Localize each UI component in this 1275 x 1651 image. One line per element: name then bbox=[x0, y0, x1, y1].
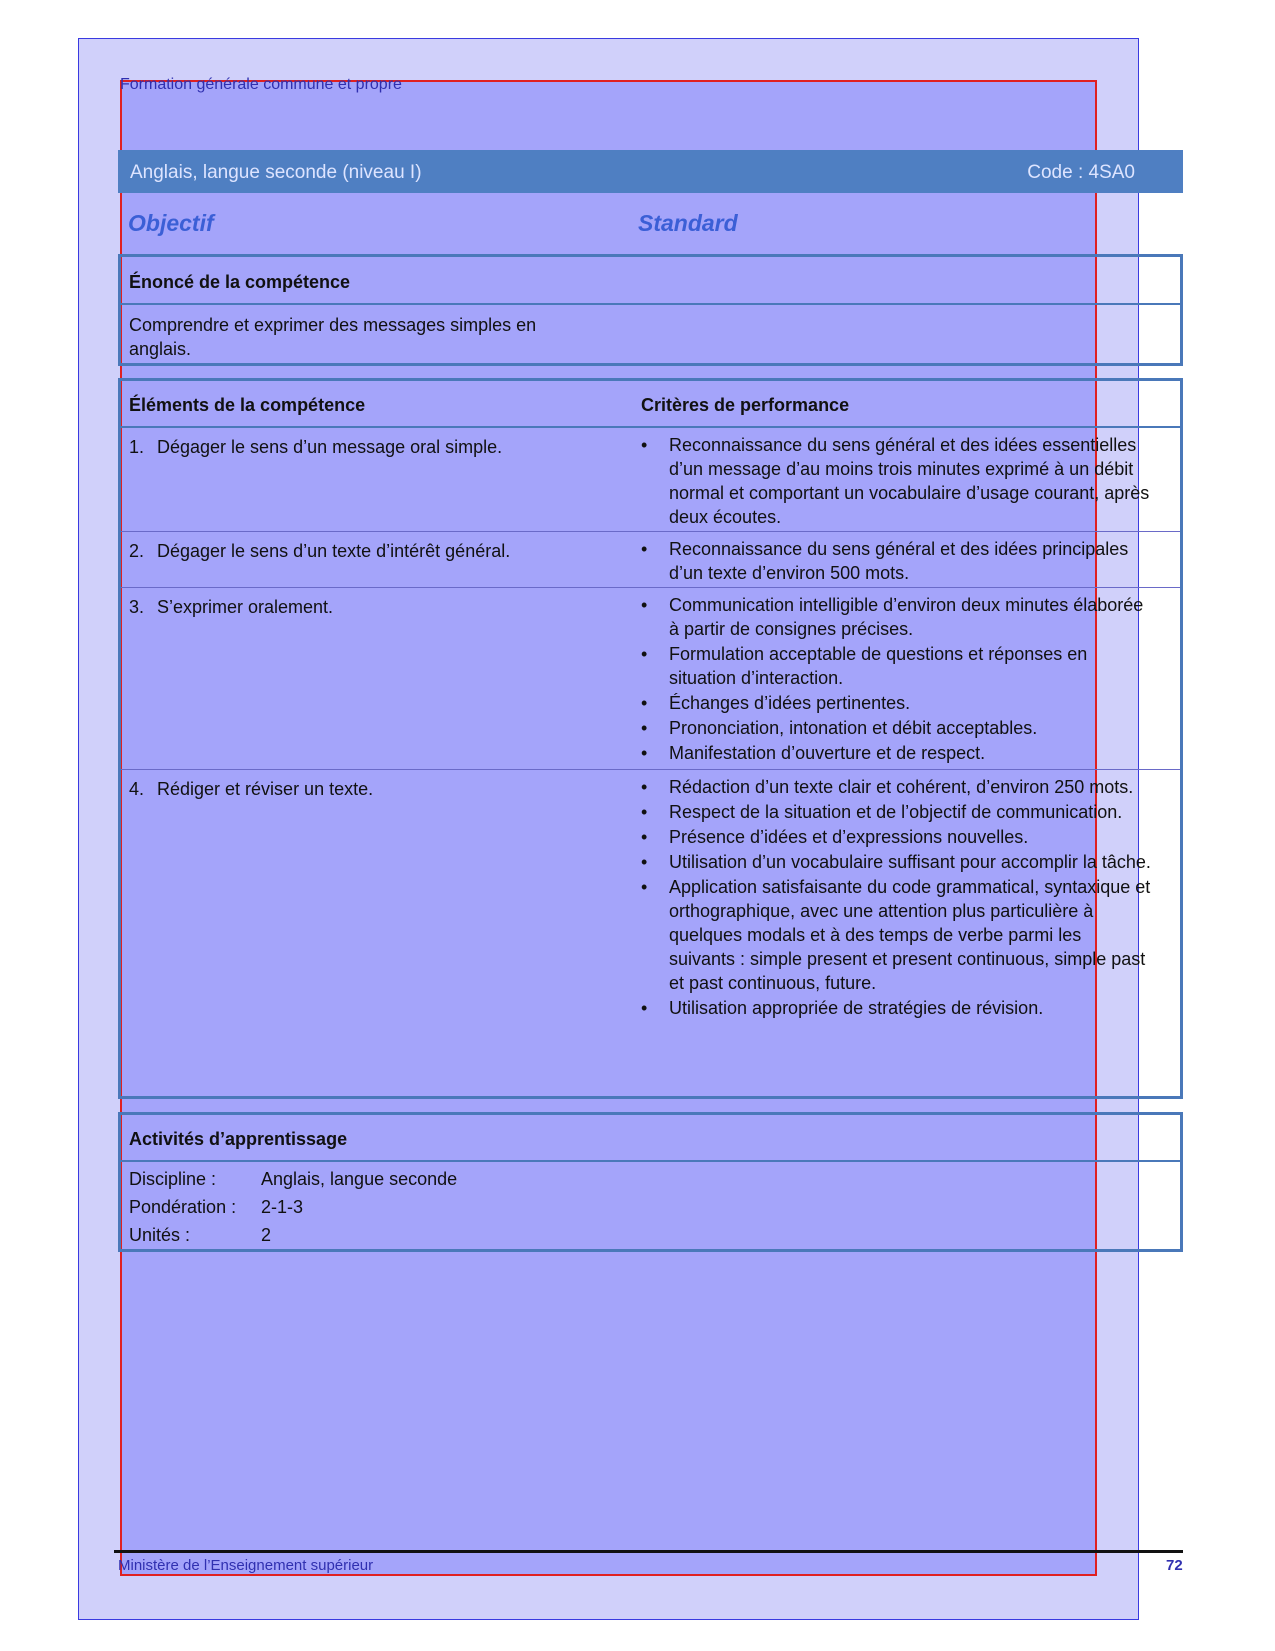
criterion: • Échanges d’idées pertinentes. bbox=[641, 691, 1151, 715]
footer-rule bbox=[114, 1550, 1183, 1553]
element-3: 3. S’exprimer oralement. bbox=[129, 597, 334, 617]
criterion: • Présence d’idées et d’expressions nouvelles. bbox=[641, 825, 1151, 849]
program-header: Formation générale commune et propre bbox=[120, 76, 402, 93]
activities-box bbox=[118, 1112, 1183, 1252]
element-1: 1. Dégager le sens d’un message oral simple. bbox=[129, 437, 503, 457]
criterion: • Respect de la situation et de l’objectif de communication. bbox=[641, 800, 1151, 824]
criterion: • Rédaction d’un texte clair et cohérent, d’environ 250 mots. bbox=[641, 775, 1151, 799]
criterion: • Utilisation appropriée de stratégies de révision. bbox=[641, 996, 1151, 1020]
row-divider bbox=[121, 587, 1180, 588]
criterion: • Reconnaissance du sens général et des idées essentielles d’un message d’au moins trois minutes exprimé à un débit normal et comportant un vocabulaire d’usage courant, après deux écoutes. bbox=[641, 433, 1151, 529]
criterion: • Manifestation d’ouverture et de respect. bbox=[641, 741, 1151, 765]
criterion: • Communication intelligible d’environ deux minutes élaborée à partir de consignes précises. bbox=[641, 593, 1151, 641]
discipline-label: Discipline : bbox=[129, 1169, 217, 1189]
course-title-bar bbox=[118, 150, 1183, 193]
row-divider bbox=[121, 531, 1180, 532]
weighting-value: 2-1-3 bbox=[261, 1197, 304, 1217]
competence-divider bbox=[121, 303, 1180, 305]
elements-heading: Éléments de la compétence bbox=[129, 395, 366, 415]
course-code: Code : 4SA0 bbox=[1027, 162, 1135, 183]
criteria-list-4 bbox=[641, 775, 1151, 1021]
row-divider bbox=[121, 769, 1180, 770]
units-value: 2 bbox=[261, 1225, 272, 1245]
element-2: 2. Dégager le sens d’un texte d’intérêt général. bbox=[129, 541, 511, 561]
weighting-label: Pondération : bbox=[129, 1197, 237, 1217]
standard-heading: Standard bbox=[638, 210, 738, 236]
competence-statement: Comprendre et exprimer des messages simples en anglais. bbox=[129, 315, 537, 359]
elements-box bbox=[118, 378, 1183, 1099]
criteria-list-1 bbox=[641, 433, 1151, 530]
criterion: • Application satisfaisante du code grammatical, syntaxique et orthographique, avec une attention plus particulière à quelques modals et à des temps de verbe parmi les suivants : simple present et present continuous, simple past et past continuous, future. bbox=[641, 875, 1151, 995]
competence-heading: Énoncé de la compétence bbox=[129, 272, 351, 292]
criteria-list-3 bbox=[641, 593, 1151, 766]
course-title: Anglais, langue seconde (niveau I) bbox=[130, 162, 422, 183]
competence-box bbox=[118, 254, 1183, 366]
criteria-heading: Critères de performance bbox=[641, 395, 850, 415]
activities-divider bbox=[121, 1160, 1180, 1162]
criterion: • Prononciation, intonation et débit acceptables. bbox=[641, 716, 1151, 740]
elements-divider bbox=[121, 426, 1180, 428]
units-label: Unités : bbox=[129, 1225, 191, 1245]
activities-heading: Activités d’apprentissage bbox=[129, 1129, 348, 1149]
page-number: 72 bbox=[1166, 1557, 1183, 1574]
criterion: • Utilisation d’un vocabulaire suffisant pour accomplir la tâche. bbox=[641, 850, 1151, 874]
objective-heading: Objectif bbox=[128, 210, 214, 236]
criteria-list-2 bbox=[641, 537, 1151, 586]
criterion: • Reconnaissance du sens général et des idées principales d’un texte d’environ 500 mots. bbox=[641, 537, 1151, 585]
element-4: 4. Rédiger et réviser un texte. bbox=[129, 779, 374, 799]
criterion: • Formulation acceptable de questions et réponses en situation d’interaction. bbox=[641, 642, 1151, 690]
discipline-value: Anglais, langue seconde bbox=[261, 1169, 458, 1189]
footer-ministry: Ministère de l’Enseignement supérieur bbox=[118, 1557, 374, 1574]
